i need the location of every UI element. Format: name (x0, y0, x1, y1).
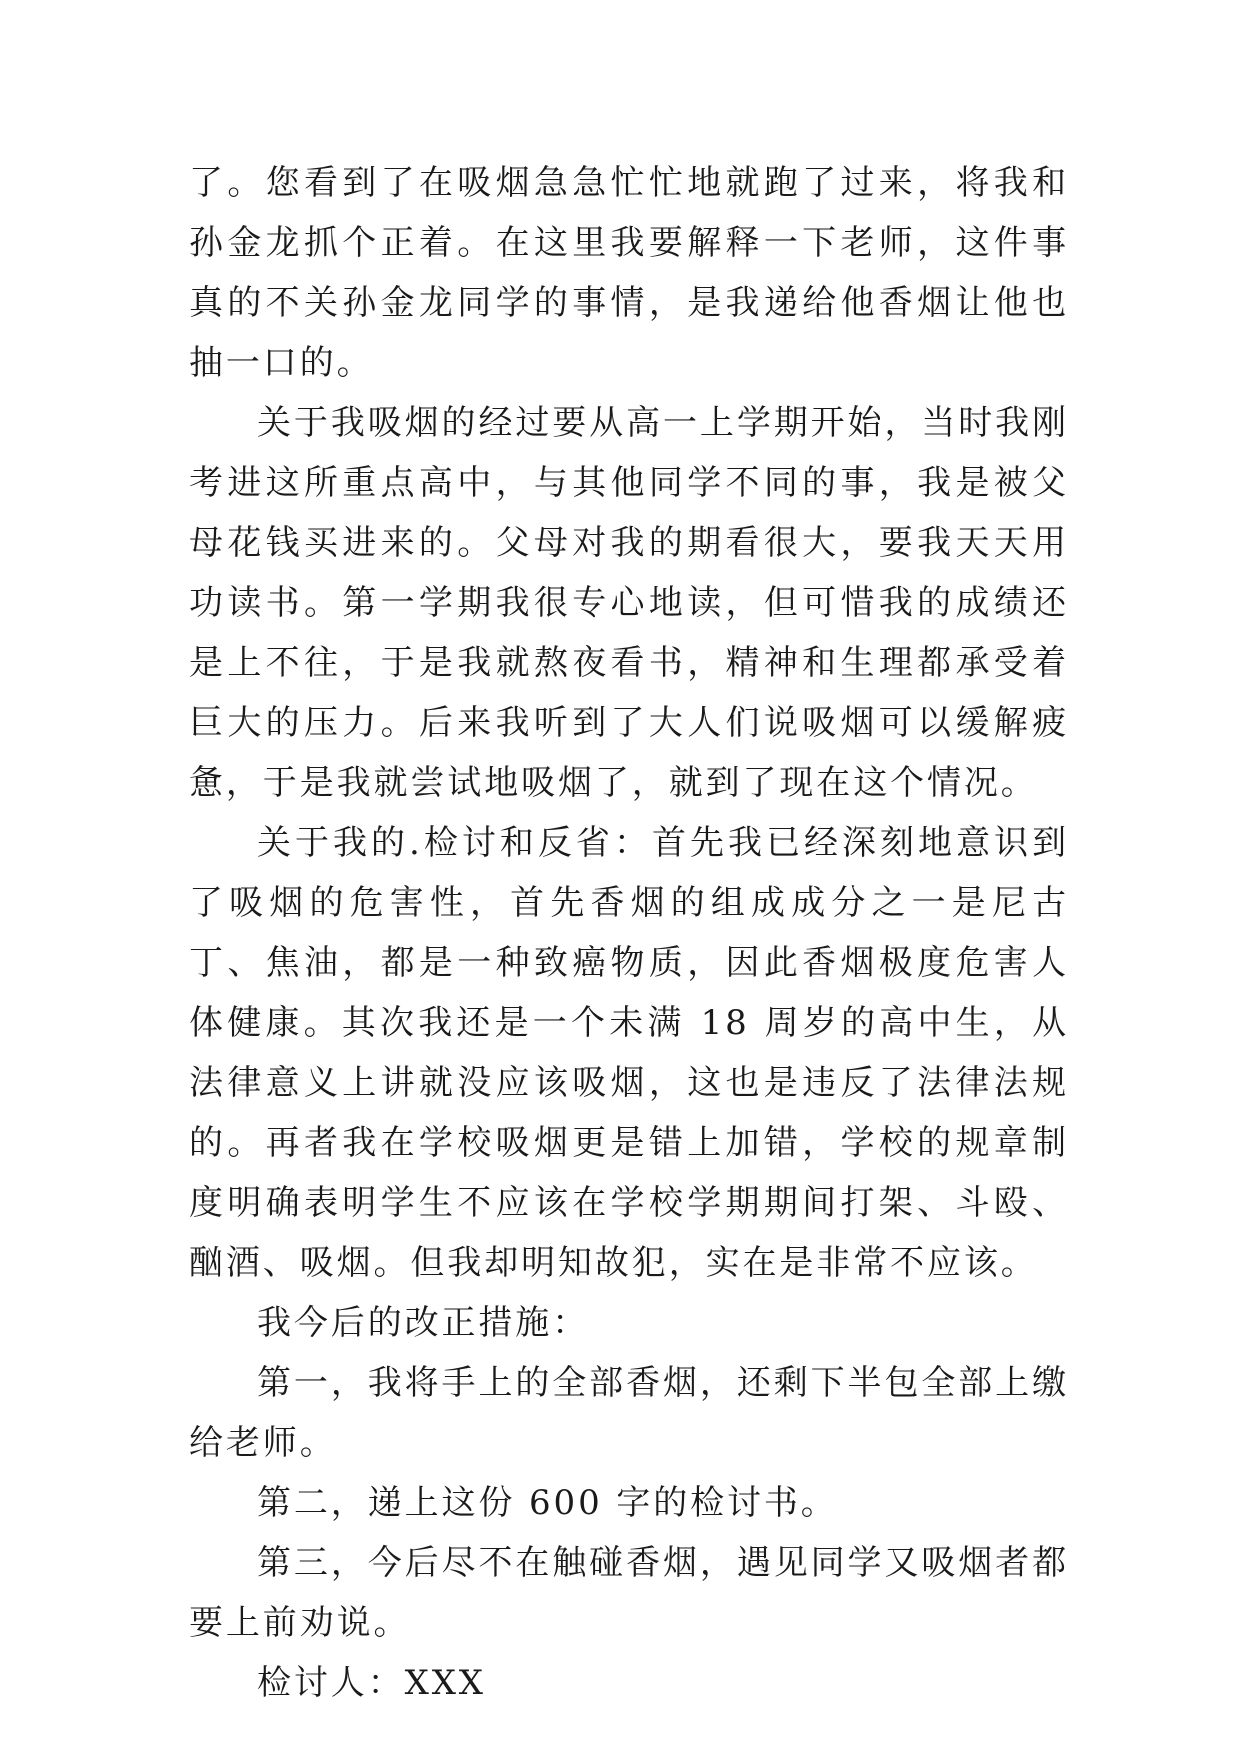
paragraph-continuation: 了。您看到了在吸烟急急忙忙地就跑了过来，将我和孙金龙抓个正着。在这里我要解释一下老师，这件事真的不关孙金龙同学的事情，是我递给他香烟让他也抽一口的。 (189, 163, 1069, 383)
paragraph-measures-heading: 我今后的改正措施： (257, 1303, 590, 1343)
paragraph-smoking-history: 关于我吸烟的经过要从高一上学期开始，当时我刚考进这所重点高中，与其他同学不同的事，我是被父母花钱买进来的。父母对我的期看很大，要我天天用功读书。第一学期我很专心地读，但可惜我的成绩还是上不往，于是我就熬夜看书，精神和生理都承受着巨大的压力。后来我听到了大人们说吸烟可以缓解疲惫，于是我就尝试地吸烟了，就到了现在这个情况。 (189, 403, 1069, 803)
signature-line: 检讨人：XXX (257, 1663, 486, 1703)
document-body (189, 153, 1069, 1713)
paragraph-measure-3: 第三，今后尽不在触碰香烟，遇见同学又吸烟者都要上前劝说。 (189, 1543, 1069, 1643)
paragraph-reflection: 关于我的.检讨和反省：首先我已经深刻地意识到了吸烟的危害性，首先香烟的组成成分之一是尼古丁、焦油，都是一种致癌物质，因此香烟极度危害人体健康。其次我还是一个未满 18 周岁的高中生，从法律意义上讲就没应该吸烟，这也是违反了法律法规的。再者我在学校吸烟更是错上加错，学校的规章制度明确表明学生不应该在学校学期期间打架、斗殴、酗酒、吸烟。但我却明知故犯，实在是非常不应该。 (189, 823, 1069, 1283)
paragraph-measure-2: 第二，递上这份 600 字的检讨书。 (257, 1483, 838, 1523)
paragraph-measure-1: 第一，我将手上的全部香烟，还剩下半包全部上缴给老师。 (189, 1363, 1069, 1463)
